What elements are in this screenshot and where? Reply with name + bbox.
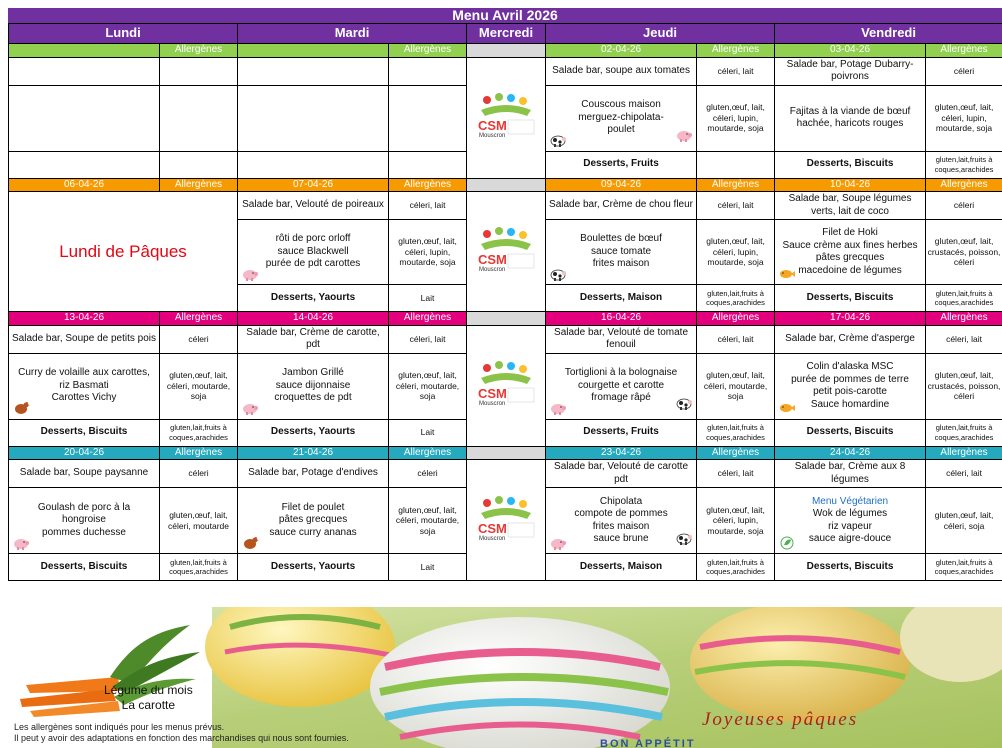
thursday-main-dish xyxy=(546,353,697,419)
main-dish-line: Chipolata xyxy=(599,495,643,507)
tuesday-dessert-allergens: Lait xyxy=(389,419,467,446)
allergenes-header: Allergènes xyxy=(160,178,238,192)
friday-main-allergens: gluten,œuf, lait, crustacés, poisson, céleri xyxy=(926,353,1002,419)
monday-main-allergens: gluten,œuf, lait, céleri, moutarde, soja xyxy=(160,353,238,419)
friday-dessert: Desserts, Biscuits xyxy=(775,285,926,312)
friday-starter: Salade bar, Crème d'asperge xyxy=(775,325,926,353)
thursday-main-allergens: gluten,œuf, lait, céleri, lupin, moutarde, soja xyxy=(697,85,775,151)
fish-icon xyxy=(778,401,796,415)
thursday-dessert-allergens: gluten,lait,fruits à coques,arachides xyxy=(697,554,775,581)
main-dish-line: sauce brune xyxy=(593,533,649,544)
date-friday: 10-04-26 xyxy=(775,178,926,192)
day-header-row xyxy=(9,24,1002,44)
main-dish-line: purée de pdt carottes xyxy=(265,258,361,270)
starter-row xyxy=(9,325,1002,353)
tuesday-main-allergens xyxy=(389,85,467,151)
main-dish-line: frites maison xyxy=(592,520,650,532)
svg-text:Mouscron: Mouscron xyxy=(479,267,506,273)
main-dish-line: hachée, haricots rouges xyxy=(796,118,904,129)
main-dish-line: sauce Blackwell xyxy=(277,245,349,257)
allergenes-header: Allergènes xyxy=(926,446,1002,460)
allergenes-header: Allergènes xyxy=(926,44,1002,58)
thursday-dessert-allergens: gluten,lait,fruits à coques,arachides xyxy=(697,419,775,446)
monday-dessert xyxy=(9,151,160,178)
main-dish-line: Couscous maison xyxy=(581,99,661,111)
friday-main-dish xyxy=(775,488,926,554)
main-dish-line: Carottes Vichy xyxy=(51,392,117,404)
friday-dessert-allergens: gluten,lait,fruits à coques,arachides xyxy=(926,554,1002,581)
thursday-starter-allergens: céleri, lait xyxy=(697,460,775,488)
thursday-starter-allergens: céleri, lait xyxy=(697,57,775,85)
allergenes-header: Allergènes xyxy=(389,446,467,460)
tuesday-dessert-allergens: Lait xyxy=(389,285,467,312)
wednesday-closed xyxy=(467,460,546,581)
date-friday: 03-04-26 xyxy=(775,44,926,58)
allergen-note-2: Il peut y avoir des adaptations en fonction des marchandises qui nous sont fournies. xyxy=(14,733,349,743)
main-dish-line: sauce curry ananas xyxy=(269,526,357,538)
main-dish-line: Tortiglioni à la bolognaise xyxy=(564,367,678,379)
monday-dessert: Desserts, Biscuits xyxy=(9,419,160,446)
main-dish-line: compote de pommes xyxy=(574,508,668,519)
thursday-main-dish xyxy=(546,220,697,285)
main-dish-line: sauce aigre-douce xyxy=(808,533,892,544)
svg-text:CSM: CSM xyxy=(478,118,507,134)
friday-main-dish xyxy=(775,220,926,285)
svg-text:CSM: CSM xyxy=(478,386,507,402)
tuesday-main-dish xyxy=(238,85,389,151)
tuesday-dessert-allergens xyxy=(389,151,467,178)
tuesday-dessert xyxy=(238,151,389,178)
tuesday-main-allergens: gluten,œuf, lait, céleri, moutarde, soja xyxy=(389,488,467,554)
thursday-main-dish xyxy=(546,488,697,554)
date-monday: 13-04-26 xyxy=(9,312,160,326)
thursday-starter-allergens: céleri, lait xyxy=(697,192,775,220)
csm-logo xyxy=(475,360,537,406)
pig-icon xyxy=(241,401,259,415)
svg-text:Mouscron: Mouscron xyxy=(479,133,506,139)
tuesday-starter-allergens xyxy=(389,57,467,85)
tuesday-starter: Salade bar, Crème de carotte, pdt xyxy=(238,325,389,353)
pig-icon xyxy=(549,536,567,550)
tuesday-dessert-allergens: Lait xyxy=(389,554,467,581)
pig-icon xyxy=(241,267,259,281)
chicken-icon xyxy=(12,401,30,415)
main-dish-line: Jambon Grillé xyxy=(282,367,344,379)
allergenes-header: Allergènes xyxy=(160,312,238,326)
monday-starter: Salade bar, Soupe paysanne xyxy=(9,460,160,488)
bon-appetit-text: BON APPÉTIT xyxy=(600,738,696,748)
day-thursday: Jeudi xyxy=(546,24,775,44)
main-dish-line: Colin d'alaska MSC xyxy=(806,361,894,372)
friday-main-dish xyxy=(775,85,926,151)
friday-dessert-allergens: gluten,lait,fruits à coques,arachides xyxy=(926,151,1002,178)
svg-text:Mouscron: Mouscron xyxy=(479,535,506,541)
main-dish-line: Boulettes de bœuf xyxy=(580,233,662,245)
date-row xyxy=(9,446,1002,460)
thursday-starter: Salade bar, Velouté de tomate fenouil xyxy=(546,325,697,353)
allergenes-header: Allergènes xyxy=(926,312,1002,326)
date-tuesday: 21-04-26 xyxy=(238,446,389,460)
starter-row xyxy=(9,57,1002,85)
allergenes-header: Allergènes xyxy=(389,44,467,58)
pig-icon xyxy=(675,128,693,142)
main-dish-line: Sauce crème aux fines herbes xyxy=(782,239,918,251)
monday-dessert-allergens: gluten,lait,fruits à coques,arachides xyxy=(160,419,238,446)
vegetarian-label: Menu Végétarien xyxy=(811,495,889,507)
allergenes-header: Allergènes xyxy=(697,44,775,58)
tuesday-dessert: Desserts, Yaourts xyxy=(238,554,389,581)
friday-starter: Salade bar, Potage Dubarry-poivrons xyxy=(775,57,926,85)
main-dish-line: Goulash de porc à la xyxy=(37,501,131,513)
thursday-dessert-allergens: gluten,lait,fruits à coques,arachides xyxy=(697,285,775,312)
friday-dessert: Desserts, Biscuits xyxy=(775,554,926,581)
tuesday-starter-allergens: céleri xyxy=(389,460,467,488)
date-thursday: 23-04-26 xyxy=(546,446,697,460)
main-dish-line: Filet de poulet xyxy=(281,501,345,513)
date-wednesday xyxy=(467,44,546,58)
monday-main-dish xyxy=(9,353,160,419)
main-dish-line: croquettes de pdt xyxy=(274,392,352,404)
monday-main-dish xyxy=(9,488,160,554)
csm-logo xyxy=(475,226,537,272)
monday-starter: Salade bar, Soupe de petits pois xyxy=(9,325,160,353)
tuesday-dessert: Desserts, Yaourts xyxy=(238,419,389,446)
main-dish-line: fromage râpé xyxy=(591,392,651,404)
date-tuesday: 14-04-26 xyxy=(238,312,389,326)
friday-starter: Salade bar, Crème aux 8 légumes xyxy=(775,460,926,488)
cow-icon xyxy=(549,133,567,147)
date-row xyxy=(9,44,1002,58)
monday-dessert: Desserts, Biscuits xyxy=(9,554,160,581)
csm-logo xyxy=(475,495,537,541)
allergenes-header: Allergènes xyxy=(389,178,467,192)
main-dish-line: hongroise xyxy=(62,514,106,526)
starter-row xyxy=(9,460,1002,488)
day-monday: Lundi xyxy=(9,24,238,44)
monday-starter-allergens: céleri xyxy=(160,460,238,488)
main-dish-line: Fajitas à la viande de bœuf xyxy=(789,105,911,117)
tuesday-main-dish xyxy=(238,353,389,419)
wednesday-closed xyxy=(467,57,546,178)
main-dish-line: riz vapeur xyxy=(828,520,872,532)
wednesday-closed xyxy=(467,325,546,446)
date-monday: 06-04-26 xyxy=(9,178,160,192)
thursday-starter: Salade bar, soupe aux tomates xyxy=(546,57,697,85)
main-dish-line: macedoine de légumes xyxy=(798,264,902,276)
allergenes-header: Allergènes xyxy=(389,312,467,326)
friday-dessert-allergens: gluten,lait,fruits à coques,arachides xyxy=(926,285,1002,312)
thursday-dessert: Desserts, Maison xyxy=(546,285,697,312)
svg-text:CSM: CSM xyxy=(478,520,507,536)
main-dish-line: sauce dijonnaise xyxy=(275,379,351,391)
date-thursday: 02-04-26 xyxy=(546,44,697,58)
vegetarian-icon xyxy=(778,536,796,550)
main-dish-line: petit pois-carotte xyxy=(813,386,887,397)
main-dish-line: Filet de Hoki xyxy=(822,227,878,238)
main-dish-line: Sauce homardine xyxy=(810,398,890,410)
monday-main-allergens xyxy=(160,85,238,151)
day-friday: Vendredi xyxy=(775,24,1002,44)
allergen-notes xyxy=(14,722,349,744)
main-dish-line: poulet xyxy=(607,124,635,136)
main-dish-line: courgette et carotte xyxy=(577,379,665,391)
date-monday: 20-04-26 xyxy=(9,446,160,460)
monday-main-dish xyxy=(9,85,160,151)
friday-starter-allergens: céleri xyxy=(926,57,1002,85)
cow-icon xyxy=(549,267,567,281)
allergen-note-1: Les allergènes sont indiqués pour les menus prévus. xyxy=(14,722,225,732)
date-row xyxy=(9,312,1002,326)
svg-text:CSM: CSM xyxy=(478,252,507,268)
date-thursday: 09-04-26 xyxy=(546,178,697,192)
cow-icon xyxy=(675,396,693,410)
date-tuesday: 07-04-26 xyxy=(238,178,389,192)
main-dish-line: pâtes grecques xyxy=(278,514,348,526)
monday-starter xyxy=(9,57,160,85)
tuesday-starter-allergens: céleri, lait xyxy=(389,192,467,220)
day-tuesday: Mardi xyxy=(238,24,467,44)
main-dish-line: pâtes grecques xyxy=(815,252,885,263)
friday-dessert: Desserts, Biscuits xyxy=(775,151,926,178)
thursday-main-dish xyxy=(546,85,697,151)
allergenes-header: Allergènes xyxy=(697,178,775,192)
tuesday-starter xyxy=(238,57,389,85)
tuesday-main-dish xyxy=(238,220,389,285)
tuesday-dessert: Desserts, Yaourts xyxy=(238,285,389,312)
main-dish-line: Curry de volaille aux carottes, xyxy=(18,367,150,379)
thursday-dessert: Desserts, Fruits xyxy=(546,151,697,178)
svg-text:Mouscron: Mouscron xyxy=(479,401,506,407)
friday-starter-allergens: céleri xyxy=(926,192,1002,220)
legume-line-1: Légume du mois xyxy=(104,683,193,697)
monday-starter-allergens xyxy=(160,57,238,85)
day-wednesday: Mercredi xyxy=(467,24,546,44)
thursday-dessert: Desserts, Maison xyxy=(546,554,697,581)
tuesday-starter: Salade bar, Velouté de poireaux xyxy=(238,192,389,220)
tuesday-starter: Salade bar, Potage d'endives xyxy=(238,460,389,488)
friday-main-allergens: gluten,œuf, lait, céleri, lupin, moutarde, soja xyxy=(926,85,1002,151)
thursday-main-allergens: gluten,œuf, lait, céleri, lupin, moutarde, soja xyxy=(697,220,775,285)
date-monday xyxy=(9,44,160,58)
main-dish-line: frites maison xyxy=(592,258,650,270)
main-dish-line: merguez-chipolata- xyxy=(578,111,664,123)
thursday-dessert: Desserts, Fruits xyxy=(546,419,697,446)
thursday-main-allergens: gluten,œuf, lait, céleri, lupin, moutarde, soja xyxy=(697,488,775,554)
allergenes-header: Allergènes xyxy=(697,446,775,460)
wednesday-closed xyxy=(467,192,546,312)
thursday-dessert-allergens xyxy=(697,151,775,178)
monday-dessert-allergens: gluten,lait,fruits à coques,arachides xyxy=(160,554,238,581)
allergenes-header: Allergènes xyxy=(926,178,1002,192)
date-thursday: 16-04-26 xyxy=(546,312,697,326)
friday-main-dish xyxy=(775,353,926,419)
friday-dessert: Desserts, Biscuits xyxy=(775,419,926,446)
legume-line-2: La carotte xyxy=(121,698,176,712)
date-friday: 17-04-26 xyxy=(775,312,926,326)
date-friday: 24-04-26 xyxy=(775,446,926,460)
thursday-starter: Salade bar, Velouté de carotte pdt xyxy=(546,460,697,488)
pig-icon xyxy=(12,536,30,550)
legume-du-mois xyxy=(104,683,193,713)
main-dish-line: rôti de porc orloff xyxy=(275,233,351,245)
date-tuesday xyxy=(238,44,389,58)
csm-logo xyxy=(475,92,537,138)
main-dish-line: Wok de légumes xyxy=(812,508,888,519)
pig-icon xyxy=(549,401,567,415)
tuesday-main-allergens: gluten,œuf, lait, céleri, lupin, moutarde, soja xyxy=(389,220,467,285)
monday-dessert-allergens xyxy=(160,151,238,178)
chicken-icon xyxy=(241,536,259,550)
friday-main-allergens: gluten,œuf, lait, crustacés, poisson, céleri xyxy=(926,220,1002,285)
thursday-starter-allergens: céleri, lait xyxy=(697,325,775,353)
date-wednesday xyxy=(467,312,546,326)
main-dish-line: riz Basmati xyxy=(59,379,109,391)
fish-icon xyxy=(778,267,796,281)
joyeuses-paques-text: Joyeuses pâques xyxy=(702,709,859,730)
date-wednesday xyxy=(467,178,546,192)
tuesday-main-allergens: gluten,œuf, lait, céleri, moutarde, soja xyxy=(389,353,467,419)
thursday-starter: Salade bar, Crème de chou fleur xyxy=(546,192,697,220)
starter-row xyxy=(9,192,1002,220)
allergenes-header: Allergènes xyxy=(697,312,775,326)
tuesday-starter-allergens: céleri, lait xyxy=(389,325,467,353)
menu-title: Menu Avril 2026 xyxy=(8,8,1002,24)
thursday-main-allergens: gluten,œuf, lait, céleri, moutarde, soja xyxy=(697,353,775,419)
friday-starter: Salade bar, Soupe légumes verts, lait de coco xyxy=(775,192,926,220)
main-dish-line: sauce tomate xyxy=(591,245,652,257)
monday-main-allergens: gluten,œuf, lait, céleri, moutarde xyxy=(160,488,238,554)
cow-icon xyxy=(675,531,693,545)
allergenes-header: Allergènes xyxy=(160,446,238,460)
main-dish-line: pommes duchesse xyxy=(42,526,126,538)
tuesday-main-dish xyxy=(238,488,389,554)
allergenes-header: Allergènes xyxy=(160,44,238,58)
friday-dessert-allergens: gluten,lait,fruits à coques,arachides xyxy=(926,419,1002,446)
date-wednesday xyxy=(467,446,546,460)
friday-starter-allergens: céleri, lait xyxy=(926,460,1002,488)
date-row xyxy=(9,178,1002,192)
monday-starter-allergens: céleri xyxy=(160,325,238,353)
holiday-cell: Lundi de Pâques xyxy=(9,192,238,312)
friday-main-allergens: gluten,œuf, lait, céleri, soja xyxy=(926,488,1002,554)
friday-starter-allergens: céleri, lait xyxy=(926,325,1002,353)
menu-table xyxy=(8,23,1002,581)
main-dish-line: purée de pommes de terre xyxy=(791,373,909,385)
